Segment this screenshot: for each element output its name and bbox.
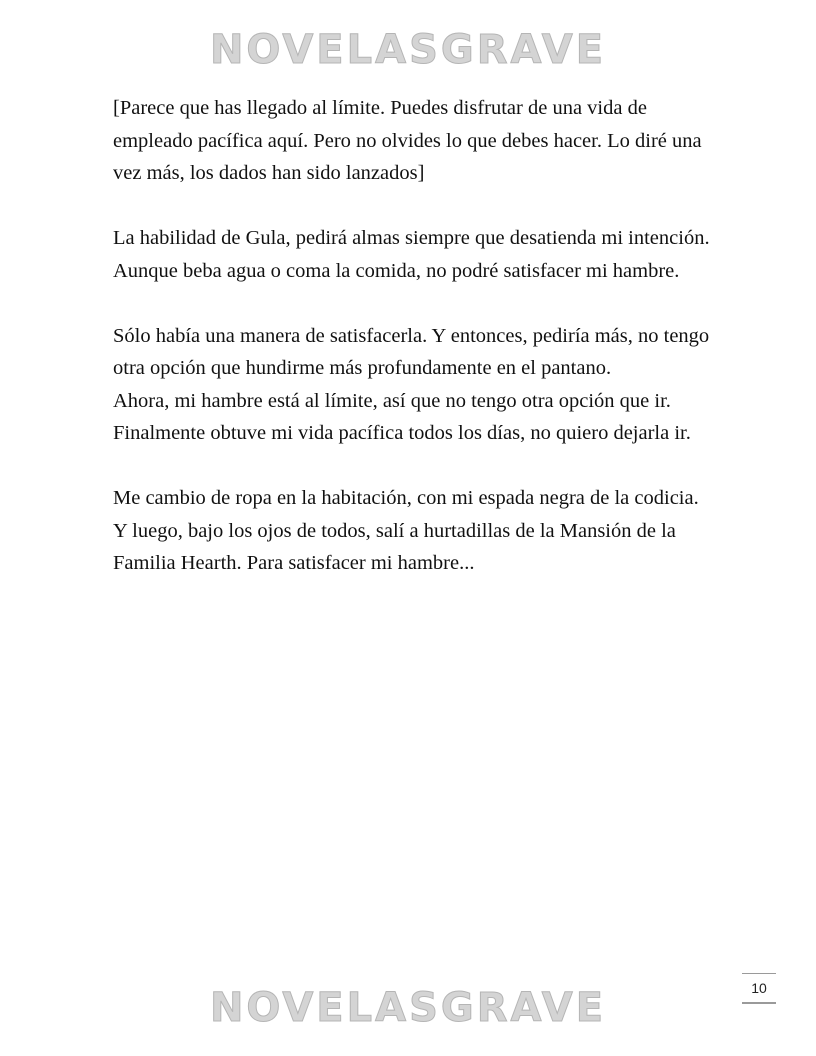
page-number: 10 — [742, 973, 776, 1004]
paragraph-2: La habilidad de Gula, pedirá almas siempre que desatienda mi intención. Aunque beba agua o coma la comida, no podré satisfacer mi hambre. — [113, 227, 710, 282]
page-body — [113, 92, 713, 612]
paragraph-1: [Parece que has llegado al límite. Puedes disfrutar de una vida de empleado pacífica aquí. Pero no olvides lo que debes hacer. Lo diré una vez más, los dados han sido lanzados] — [113, 97, 702, 184]
paragraph-4: Ahora, mi hambre está al límite, así que no tengo otra opción que ir. Finalmente obtuve mi vida pacífica todos los días, no quiero dejarla ir. — [113, 389, 691, 444]
footer-watermark-logo: NOVELASGRAVE — [209, 985, 607, 1031]
paragraph-3: Sólo había una manera de satisfacerla. Y entonces, pediría más, no tengo otra opción que hundirme más profundamente en el pantano. — [113, 324, 710, 379]
header-watermark-logo: NOVELASGRAVE — [209, 27, 607, 73]
paragraph-5: Me cambio de ropa en la habitación, con mi espada negra de la codicia. Y luego, bajo los ojos de todos, salí a hurtadillas de la Mansión de la Familia Hearth. Para satisfacer mi hambre... — [113, 487, 699, 574]
